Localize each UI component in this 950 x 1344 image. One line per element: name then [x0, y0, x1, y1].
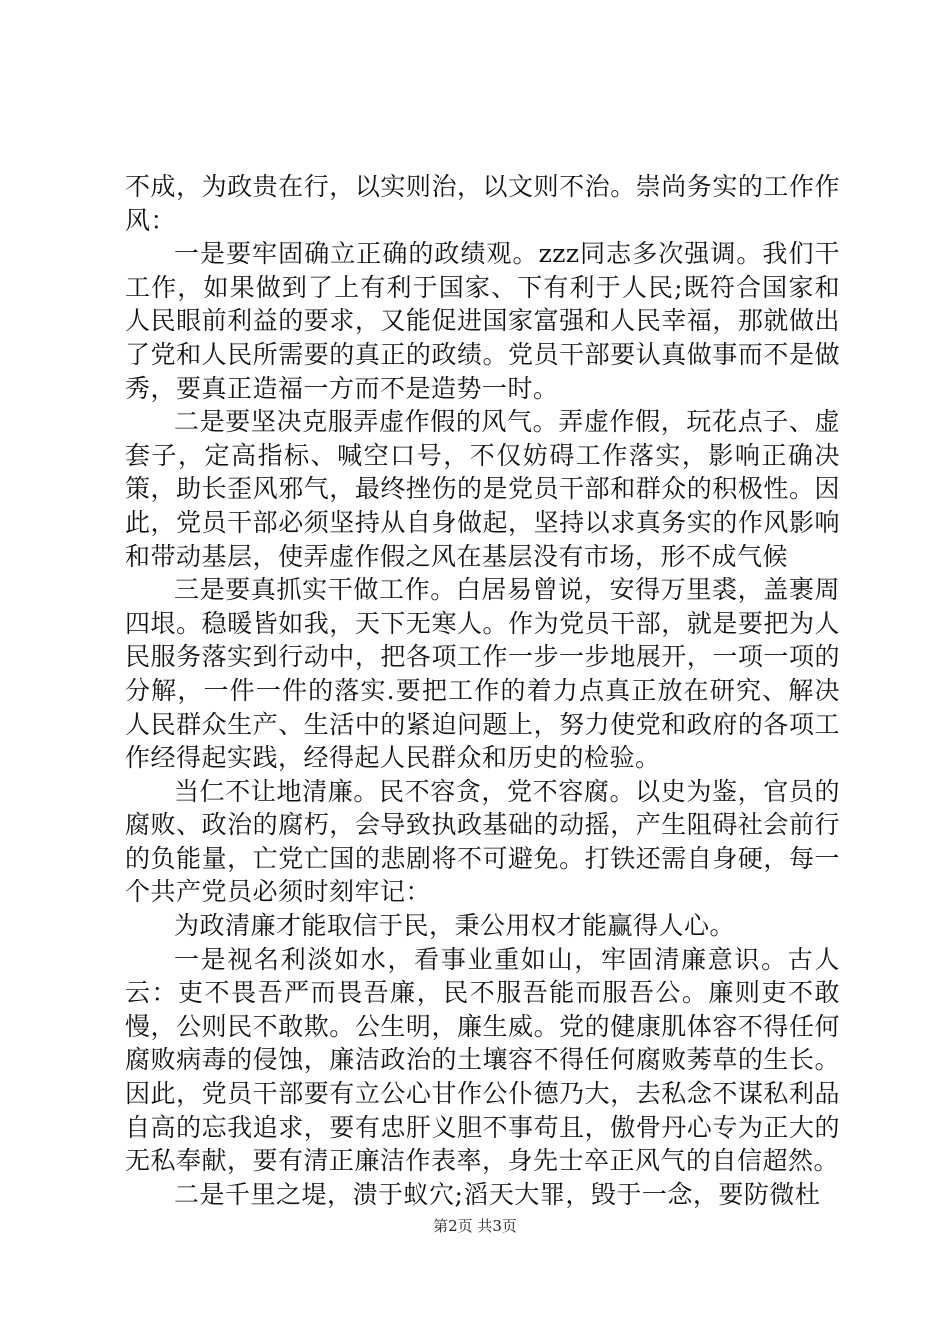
- paragraph: 三是要真抓实干做工作。白居易曾说，安得万里裘，盖裹周四垠。稳暖皆如我，天下无寒人。作为党员干部，就是要把为人民服务落实到行动中，把各项工作一步一步地展开，一项一项的分解，一件一件的落实.要把工作的着力点真正放在研究、解决人民群众生产、生活中的紧迫问题上，努力使党和政府的各项工作经得起实践，经得起人民群众和历史的检验。: [125, 575, 840, 773]
- paragraph: 为政清廉才能取信于民，秉公用权才能赢得人心。: [174, 911, 736, 941]
- paragraph: 不成，为政贵在行，以实则治，以文则不治。崇尚务实的工作作风：: [125, 172, 840, 235]
- paragraph: 二是要坚决克服弄虚作假的风气。弄虚作假，玩花点子、虚套子，定高指标、喊空口号，不仅妨碍工作落实，影响正确决策，助长歪风邪气，最终挫伤的是党员干部和群众的积极性。因此，党员干部必须坚持从自身做起，坚持以求真务实的作风影响和带动基层，使弄虚作假之风在基层没有市场，形不成气候: [125, 407, 840, 571]
- paragraph: 一是视名利淡如水，看事业重如山，牢固清廉意识。古人云：吏不畏吾严而畏吾廉，民不服吾能而服吾公。廉则吏不敢慢，公则民不敢欺。公生明，廉生威。党的健康肌体容不得任何腐败病毒的侵蚀，廉洁政治的土壤容不得任何腐败莠草的生长。因此，党员干部要有立公心甘作公仆德乃大，去私念不谋私利品自高的忘我追求，要有忠肝义胆不事苟且，傲骨丹心专为正大的无私奉献，要有清正廉洁作表率，身先士卒正风气的自信超然。: [125, 944, 840, 1176]
- page-footer: 第2页 共3页: [433, 1217, 517, 1235]
- document-body: [125, 170, 840, 1211]
- paragraph: 二是千里之堤，溃于蚁穴;滔天大罪，毁于一念，要防微杜: [174, 1179, 821, 1209]
- paragraph: 当仁不让地清廉。民不容贪，党不容腐。以史为鉴，官员的腐败、政治的腐朽，会导致执政基础的动摇，产生阻碍社会前行的负能量，亡党亡国的悲剧将不可避免。打铁还需自身硬，每一个共产党员必须时刻牢记：: [125, 776, 840, 907]
- paragraph: 一是要牢固确立正确的政绩观。zzz同志多次强调。我们干工作，如果做到了上有利于国家、下有利于人民;既符合国家和人民眼前利益的要求，又能促进国家富强和人民幸福，那就做出了党和人民所需要的真正的政绩。党员干部要认真做事而不是做秀，要真正造福一方而不是造势一时。: [125, 239, 840, 403]
